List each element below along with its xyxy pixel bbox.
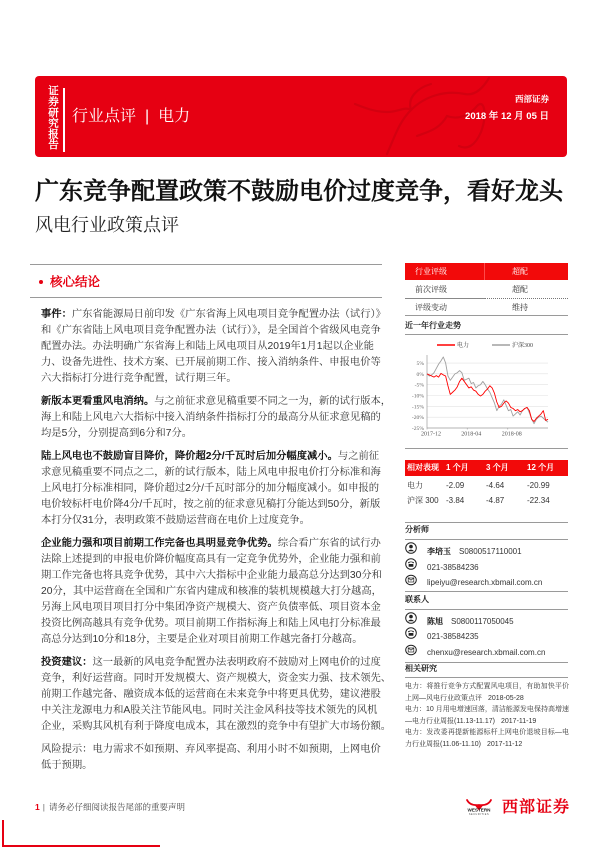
related-divider [405,677,568,678]
paragraph-line [41,632,382,648]
paragraph-text: 低于预期。 [41,760,93,771]
page-number: 1 [35,802,40,812]
paragraph-text: 与之前征求意见稿重要不同之一为，新的试行版本， [154,396,392,407]
paragraph-text: 20分，其中运营商在全国和广东省内建成和核准的装机规模越大打分越高， [41,586,382,597]
paragraph-text: 上风电打分标准相同，降价超过2分/千瓦时部分的加分幅度减小。如申报的 [41,483,380,494]
paragraph-line [41,536,382,552]
summary-paragraph [41,655,392,735]
paragraph-line [41,426,382,442]
performance-header-row [405,460,568,476]
legend-label: 电力 [457,343,470,349]
rating-row-current [405,263,568,280]
rating-row-change [405,299,568,315]
contact-email[interactable]: chenxu@research.xbmail.com.cn [427,648,546,657]
corner-accent-horizontal [2,845,160,847]
paragraph-text: 前期工作越完备、融资成本低的运营商在未来竞争中将更具优势，建议港股 [41,689,381,700]
performance-cell: -4.64 [486,481,505,490]
paragraph-line [41,355,382,371]
corner-accent-vertical [2,820,4,847]
report-subtitle: 风电行业政策点评 [35,215,179,235]
contact-name: 陈旭 [427,617,443,626]
paragraph-line [41,742,382,758]
performance-row-name: 沪深 300 [407,496,439,505]
y-tick-label: -5% [414,382,424,389]
paragraph-text: 和《广东省陆上风电项目竞争配置办法（试行）》，是全国首个省级风电竞争 [41,325,381,336]
performance-header: 3 个月 [486,463,509,472]
paragraph-text: 高总分达到10分和18分，主要是企业对项目前期工作越完备打分越高。 [41,634,363,645]
email-icon [405,644,417,656]
paragraph-line [41,465,382,481]
page-footer [35,801,185,813]
y-tick-label: -25% [411,426,424,432]
related-research-item[interactable] [405,727,569,750]
paragraph-lead: 新版本更看重风电消纳。 [41,396,155,407]
paragraph-line [41,497,382,513]
summary-paragraph [41,394,392,442]
related-research-item[interactable] [405,681,569,704]
x-tick-label: 2018-08 [501,431,522,438]
report-title: 广东竞争配置政策不鼓励电价过度竞争，看好龙头 [35,178,563,205]
related-research-date: 2018-05-28 [488,694,524,702]
paragraph-text: 海上和陆上风电六大指标中接入消纳条件指标打分的最高分从征求意见稿的 [41,412,381,423]
related-research-list [405,681,569,751]
paragraph-text: 另海上风电项目项目打分中集团净资产规模大、资产负债率低、项目资本金 [41,602,381,613]
performance-table [405,460,568,508]
paragraph-line [41,568,382,584]
phone-icon [405,627,417,639]
paragraph-lead: 事件： [41,309,72,320]
summary-body [41,307,392,781]
performance-cell: -20.99 [527,481,550,490]
performance-row [405,494,568,508]
related-top-divider [405,662,568,663]
rating-value: 维持 [512,302,528,312]
report-header-banner [35,76,567,157]
report-type-vertical-label: 证券研究报告 [47,85,59,150]
summary-paragraph [41,742,382,774]
x-tick-label: 2017-12 [421,431,441,438]
y-tick-label: -15% [411,404,424,411]
paragraph-line [41,719,392,735]
paragraph-text: 电价较标杆电价降4分/千瓦时，按之前的征求意见稿打分能达到50分，新版 [41,499,381,510]
paragraph-line [41,323,382,339]
paragraph-text: 法除上述提到的申报电价降价幅度高具有一定竞争优势外，企业能力强和前 [41,554,381,565]
summary-paragraph [41,449,382,529]
email-icon [405,574,417,586]
contact-phone: 021-38584235 [427,632,479,641]
category-separator: | [145,108,150,125]
industry-label: 电力 [158,108,191,125]
section-top-divider [30,264,382,265]
footer-separator: | [42,802,45,812]
performance-header: 12 个月 [527,463,555,472]
related-research-date: 2017-11-12 [487,740,523,748]
logo-cn-name: 西部证券 [502,799,571,816]
paragraph-lead: 陆上风电也不鼓励盲目降价，降价超2分/千瓦时后加分幅度减小。 [41,451,338,462]
performance-cell: -22.34 [527,496,550,505]
paragraph-line [41,703,382,719]
rating-value: 超配 [512,267,528,276]
paragraph-line [41,371,382,387]
paragraph-line [41,513,382,529]
performance-cell: -2.09 [446,481,465,490]
paragraph-line [41,758,382,774]
contact-name-license [427,617,514,627]
summary-paragraph [41,536,382,648]
paragraph-text: 配置办法。办法明确广东省海上和陆上风电项目从2019年1月1起以企业能 [41,341,374,352]
header-divider [63,88,65,152]
section-bottom-divider [30,297,382,298]
rating-row-previous [405,280,568,298]
rating-label: 行业评级 [405,263,485,280]
legend-label: 沪深300 [512,343,534,349]
performance-cell: -3.84 [446,496,465,505]
analyst-email[interactable]: lipeiyu@research.xbmail.com.cn [427,578,543,587]
logo-en-name: WESTERN [467,807,491,813]
paragraph-text: 力、设备先进性、技术方案、已开展前期工作、接入消纳条件、申报电价等 [41,357,381,368]
analyst-license: S0800517110001 [459,547,522,556]
paragraph-lead: 投资建议： [41,657,93,668]
paragraph-line [41,552,382,568]
paragraph-line [41,307,386,323]
rating-label: 评级变动 [415,302,447,312]
header-brand: 西部证券 [514,94,549,104]
analyst-phone: 021-38584236 [427,563,479,572]
rating-table [405,263,568,315]
bullet-icon [39,280,43,284]
performance-header: 1 个月 [446,463,469,472]
paragraph-line [41,600,382,616]
performance-row-name: 电力 [407,481,423,490]
paragraph-text: 本打分仅31分，表明政策不鼓励运营商在电价上过度竞争。 [41,515,310,526]
person-icon [405,612,417,624]
industry-trend-chart [400,336,572,438]
contact-license: S0800117050045 [451,617,514,626]
related-research-title: 电力：10 月用电增速回落，清洁能源发电保持高增速—电力行业周报(11.13-11.17) [405,706,569,725]
paragraph-line [41,671,392,687]
paragraph-text: 竞争，利好运营商。同时开发规模大、资产规模大，资金实力强、技术领先、 [41,673,392,684]
paragraph-text: 求意见稿重要不同点之二，新的试行版本，陆上风电申报电价打分标准和海 [41,467,381,478]
y-tick-label: 0% [416,371,424,378]
y-tick-label: -20% [411,415,424,422]
paragraph-text: 与之前征 [337,451,380,462]
contact-divider [405,609,568,610]
paragraph-line [41,616,382,632]
paragraph-text: 期工作完备也将具竞争优势，其中六大指标中企业能力最高总分达到30分和 [41,570,382,581]
paragraph-line [41,481,382,497]
phone-icon [405,558,417,570]
rating-value: 超配 [512,284,528,294]
analyst-heading: 分析师 [405,525,429,534]
paragraph-text: 投资比例高越具有竞争优势。项目前期工作指标海上和陆上风电打分标准最 [41,618,381,629]
rating-bottom-divider [405,315,568,316]
chart-bottom-divider [405,448,568,449]
performance-bottom-divider [405,522,568,523]
paragraph-text: 企业，采购其风机有利于降度电成本，其在激烈的竞争中有望扩大市场份额。 [41,721,392,732]
paragraph-lead: 企业能力强和项目前期工作完备也具明显竞争优势。 [41,538,278,549]
paragraph-text: 综合看广东省的试行办 [277,538,381,549]
analyst-divider [405,539,568,540]
analyst-name: 李培玉 [427,547,451,556]
y-tick-label: -10% [411,393,424,400]
section-heading: 核心结论 [50,275,101,289]
paragraph-line [41,687,382,703]
report-date: 2018 年 12 月 05 日 [465,111,549,122]
category-label: 行业点评 [72,108,137,125]
paragraph-line [41,394,392,410]
person-icon [405,542,417,554]
paragraph-text: 风险提示：电力需求不如预期、弃风率提高、利用小时不如预期，上网电价 [41,744,381,755]
paragraph-text: 六大指标打分进行竞争配置，试行期三年。 [41,373,237,384]
rating-label: 前次评级 [415,284,447,294]
western-bull-logo-icon [461,799,497,817]
paragraph-line [41,449,382,465]
contact-top-divider [405,591,568,592]
paragraph-text: 广东省能源局日前印发《广东省海上风电项目竞争配置办法（试行）》 [71,309,386,320]
x-tick-label: 2018-04 [461,431,482,438]
paragraph-line [41,410,382,426]
paragraph-text: 这一最新的风电竞争配置办法表明政府不鼓励对上网电价的过度 [92,657,381,668]
related-heading: 相关研究 [405,664,437,673]
summary-paragraph [41,307,386,387]
paragraph-line [41,339,382,355]
trend-chart-title: 近一年行业走势 [405,321,461,330]
paragraph-line [41,584,382,600]
paragraph-text: 中关注龙源电力和A股关注节能风电。同时关注金风科技等技术领先的风机 [41,705,378,716]
footer-disclaimer: 请务必仔细阅读报告尾部的重要声明 [48,802,185,812]
report-category [72,106,190,128]
related-research-title: 电力：发改委再提新能源标杆上网电价退坡目标—电力行业周报(11.06-11.10) [405,729,569,748]
related-research-title: 电力：将推行竞争方式配置风电项目，有助加快平价上网—风电行业政策点评 [405,683,569,702]
paragraph-line [41,655,382,671]
related-research-item[interactable] [405,704,569,727]
contact-heading: 联系人 [405,595,429,604]
trend-title-divider [405,334,568,335]
paragraph-text: 均是5分，分别提高到6分和7分。 [41,428,193,439]
logo-en-sub: SECURITIES [468,813,490,817]
performance-row [405,478,568,494]
performance-cell: -4.87 [486,496,505,505]
performance-header: 相对表现 [407,463,439,472]
y-tick-label: 5% [416,361,424,368]
related-research-date: 2017-11-19 [501,717,537,725]
analyst-name-license [427,547,522,557]
